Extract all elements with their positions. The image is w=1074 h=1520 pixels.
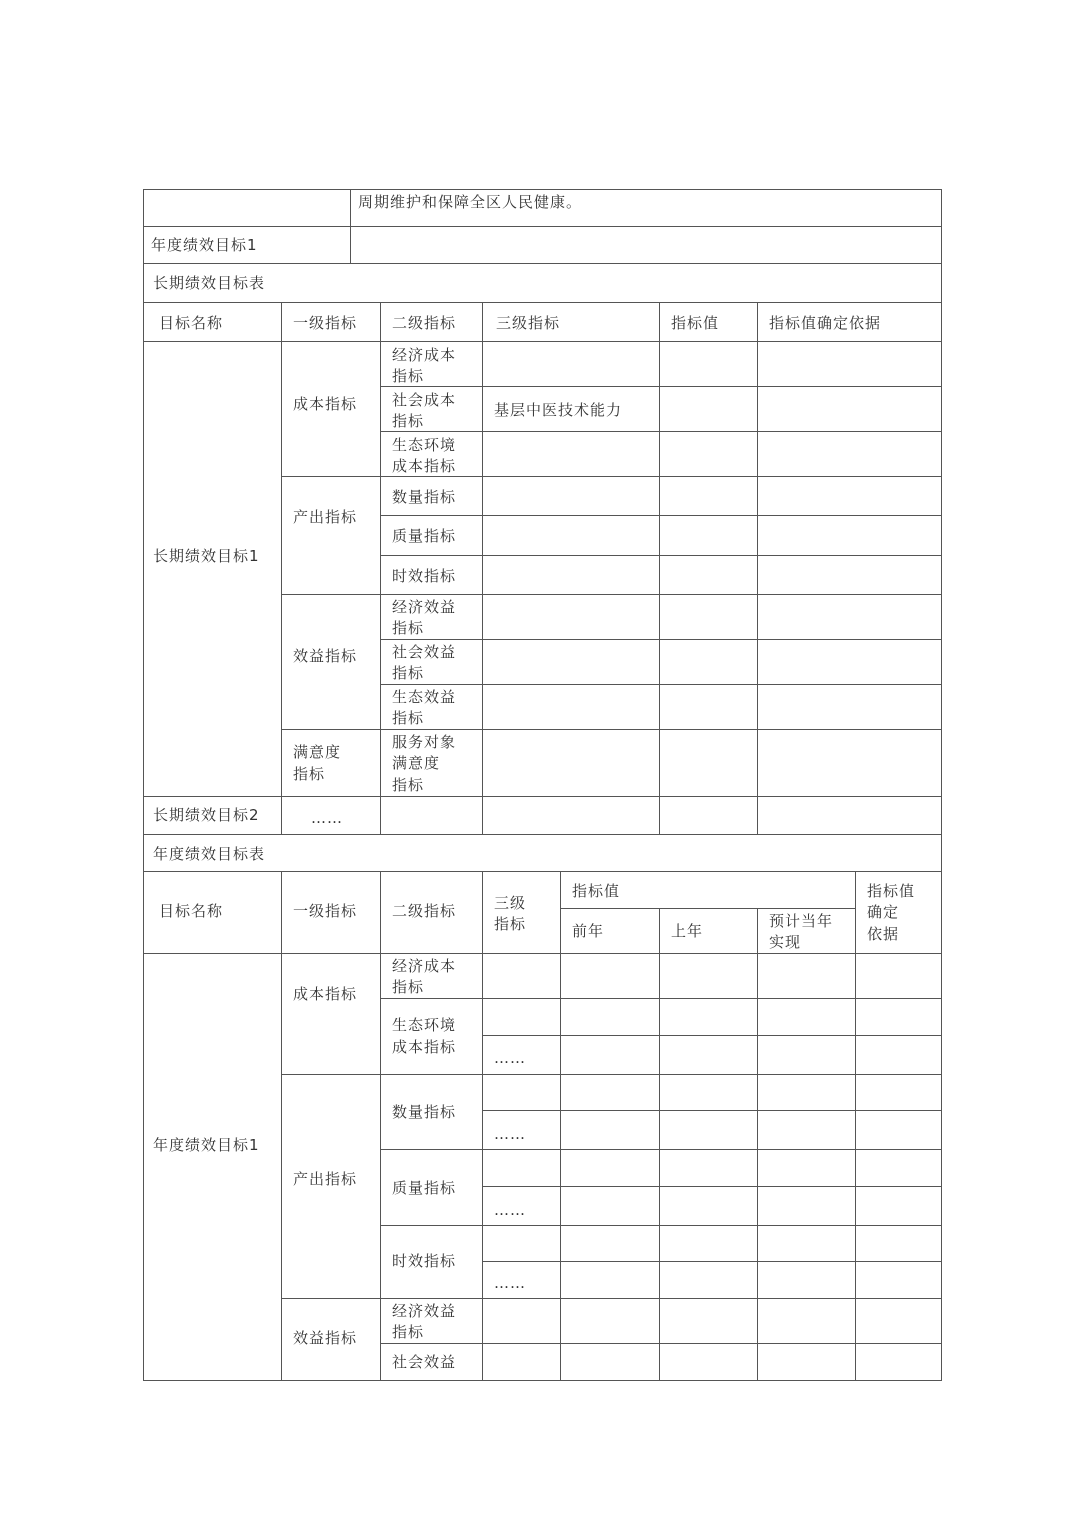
header-basis: 指标值确定依据 <box>769 314 882 332</box>
rule <box>482 1110 942 1111</box>
annual-section-title: 年度绩效目标表 <box>153 845 266 863</box>
rule <box>380 871 381 1381</box>
rule <box>143 189 942 190</box>
rule <box>143 871 942 872</box>
rule <box>560 908 855 909</box>
rule <box>380 431 942 432</box>
level1-satisfaction: 指标 <box>293 765 326 783</box>
annual-level2-eco-cost: 生态环境 <box>392 1016 457 1034</box>
level2-economic-benefit: 经济效益 <box>392 598 457 616</box>
rule <box>941 189 942 1381</box>
level3-social-cost-value: 基层中医技术能力 <box>494 401 623 419</box>
annual-header-prev-year: 前年 <box>572 922 605 940</box>
level1-benefit: 效益指标 <box>293 647 358 665</box>
annual-goal-label: 年度绩效目标1 <box>151 236 258 254</box>
annual-header-level3: 三级 <box>494 894 527 912</box>
annual-level2-eco-cost: 成本指标 <box>392 1038 457 1056</box>
annual-header-expected: 预计当年 <box>769 912 834 930</box>
annual-level2-quantity: 数量指标 <box>392 1103 457 1121</box>
level1-output: 产出指标 <box>293 508 358 526</box>
rule <box>143 1380 942 1381</box>
rule <box>143 341 942 342</box>
level2-social-cost: 指标 <box>392 412 425 430</box>
annual-header-level3: 指标 <box>494 915 527 933</box>
annual-level1-benefit: 效益指标 <box>293 1329 358 1347</box>
long-term-goal-2-ellipsis: …… <box>311 809 343 827</box>
level2-service-satisfaction: 指标 <box>392 776 425 794</box>
level2-economic-cost: 经济成本 <box>392 346 457 364</box>
rule <box>482 871 483 1381</box>
annual-level2-economic-benefit: 指标 <box>392 1323 425 1341</box>
annual-level2-economic-cost: 指标 <box>392 978 425 996</box>
annual-level2-economic-benefit: 经济效益 <box>392 1302 457 1320</box>
annual-header-goal-name: 目标名称 <box>159 902 224 920</box>
header-goal-name: 目标名称 <box>159 314 224 332</box>
level2-economic-benefit: 指标 <box>392 619 425 637</box>
rule <box>143 302 942 303</box>
rule <box>380 639 942 640</box>
rule <box>143 953 942 954</box>
rule <box>380 1225 942 1226</box>
level2-service-satisfaction: 满意度 <box>392 754 441 772</box>
annual-level3-ellipsis: …… <box>494 1201 526 1219</box>
level1-cost: 成本指标 <box>293 395 358 413</box>
level2-eco-cost: 生态环境 <box>392 436 457 454</box>
header-value: 指标值 <box>671 314 720 332</box>
annual-level3-ellipsis: …… <box>494 1049 526 1067</box>
rule <box>143 263 942 264</box>
level2-social-benefit: 社会效益 <box>392 643 457 661</box>
rule <box>482 1035 942 1036</box>
annual-level2-quality: 质量指标 <box>392 1179 457 1197</box>
rule <box>143 796 942 797</box>
level2-eco-benefit: 指标 <box>392 709 425 727</box>
rule <box>380 1343 942 1344</box>
level2-eco-benefit: 生态效益 <box>392 688 457 706</box>
level1-satisfaction: 满意度 <box>293 743 342 761</box>
header-level1: 一级指标 <box>293 314 358 332</box>
level2-eco-cost: 成本指标 <box>392 457 457 475</box>
header-level2: 二级指标 <box>392 314 457 332</box>
rule <box>482 1186 942 1187</box>
level2-social-cost: 社会成本 <box>392 391 457 409</box>
rule <box>380 515 942 516</box>
long-term-goal-2: 长期绩效目标2 <box>153 806 260 824</box>
rule <box>380 684 942 685</box>
long-term-goal-1: 长期绩效目标1 <box>153 547 260 565</box>
level2-quality: 质量指标 <box>392 527 457 545</box>
annual-header-basis: 确定 <box>867 903 900 921</box>
rule <box>380 302 381 834</box>
rule <box>350 189 351 263</box>
annual-header-level1: 一级指标 <box>293 902 358 920</box>
continued-goal-text: 周期维护和保障全区人民健康。 <box>358 193 583 211</box>
level2-quantity: 数量指标 <box>392 488 457 506</box>
annual-goal-1: 年度绩效目标1 <box>153 1136 260 1154</box>
annual-header-last-year: 上年 <box>671 922 704 940</box>
annual-level2-timeliness: 时效指标 <box>392 1252 457 1270</box>
rule <box>482 1261 942 1262</box>
rule <box>143 189 144 1381</box>
level2-service-satisfaction: 服务对象 <box>392 733 457 751</box>
rule <box>757 302 758 834</box>
annual-level1-output: 产出指标 <box>293 1170 358 1188</box>
rule <box>659 302 660 834</box>
rule <box>380 555 942 556</box>
annual-header-basis: 依据 <box>867 925 900 943</box>
rule <box>281 302 282 834</box>
rule <box>380 1149 942 1150</box>
level2-timeliness: 时效指标 <box>392 567 457 585</box>
rule <box>380 998 942 999</box>
rule <box>482 302 483 834</box>
rule <box>143 226 942 227</box>
level2-social-benefit: 指标 <box>392 664 425 682</box>
rule <box>659 908 660 1381</box>
rule <box>757 908 758 1381</box>
annual-header-basis: 指标值 <box>867 882 916 900</box>
rule <box>380 386 942 387</box>
rule <box>855 871 856 1381</box>
annual-header-level2: 二级指标 <box>392 902 457 920</box>
annual-level3-ellipsis: …… <box>494 1125 526 1143</box>
rule <box>143 834 942 835</box>
annual-header-value: 指标值 <box>572 882 621 900</box>
annual-level1-cost: 成本指标 <box>293 985 358 1003</box>
annual-level2-social-benefit: 社会效益 <box>392 1353 457 1371</box>
header-level3: 三级指标 <box>496 314 561 332</box>
rule <box>281 871 282 1381</box>
level2-economic-cost: 指标 <box>392 367 425 385</box>
annual-level2-economic-cost: 经济成本 <box>392 957 457 975</box>
long-term-section-title: 长期绩效目标表 <box>153 274 266 292</box>
annual-header-expected: 实现 <box>769 933 802 951</box>
annual-level3-ellipsis: …… <box>494 1274 526 1292</box>
rule <box>560 871 561 1381</box>
